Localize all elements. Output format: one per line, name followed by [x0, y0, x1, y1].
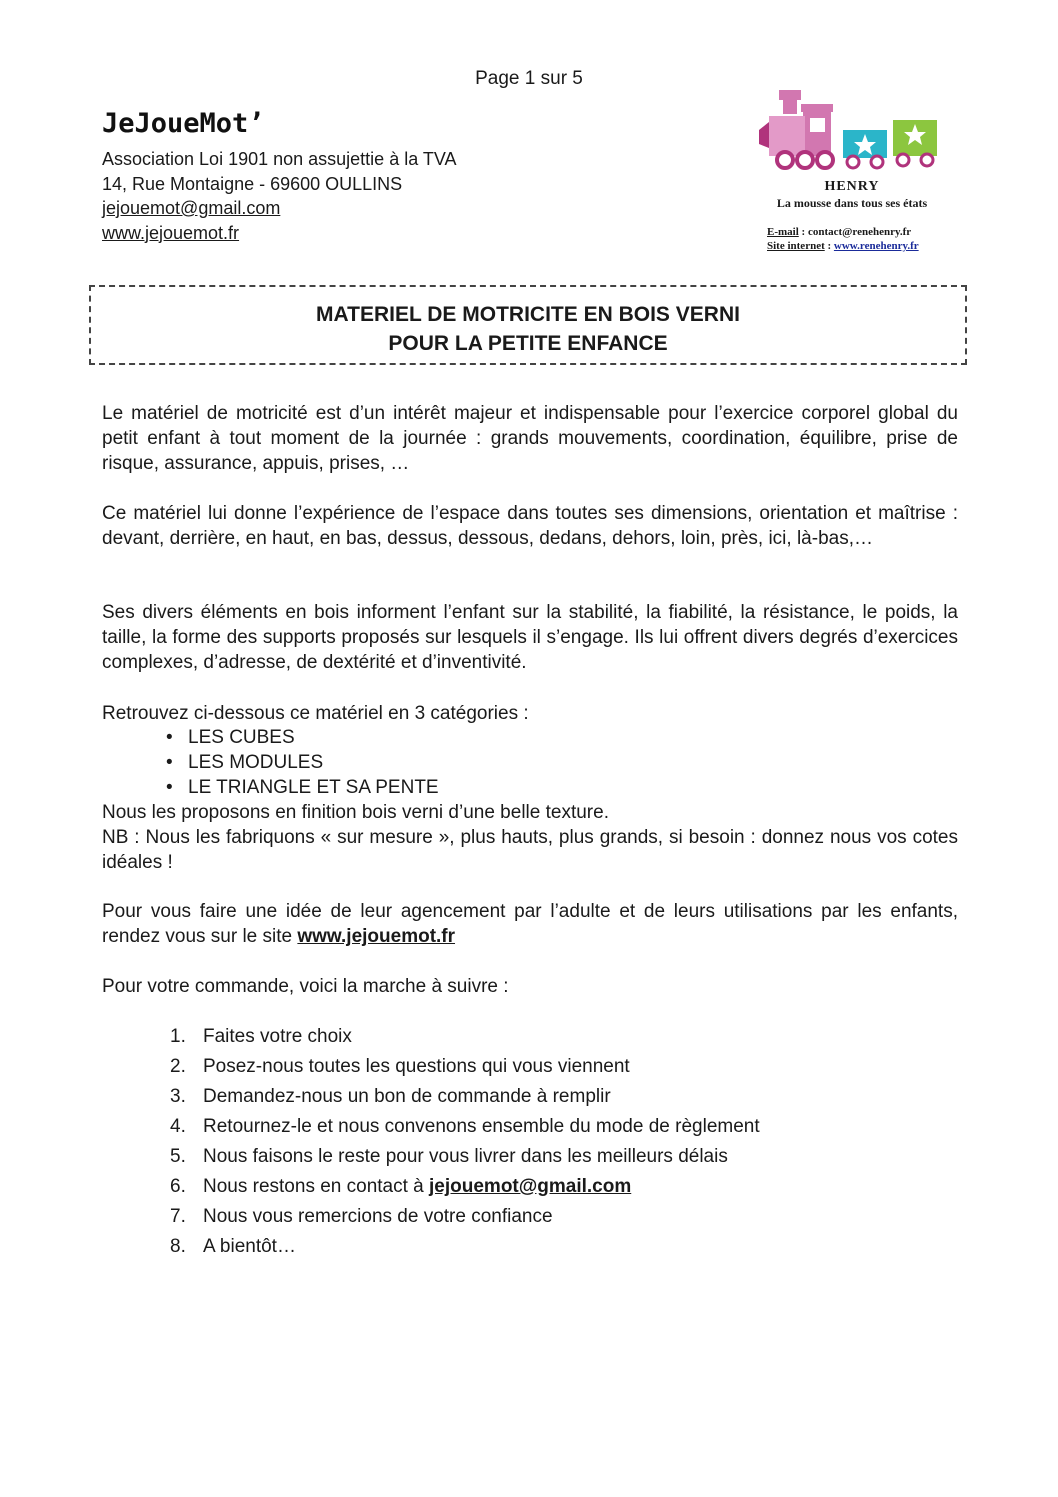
title-line-1: MATERIEL DE MOTRICITE EN BOIS VERNI: [316, 303, 740, 326]
step-text: Faites votre choix: [203, 1026, 352, 1047]
step-text: Nous vous remercions de votre confiance: [203, 1206, 553, 1227]
site-link[interactable]: www.jejouemot.fr: [297, 926, 456, 947]
list-item: [166, 775, 439, 800]
paragraph-3: Ses divers éléments en bois informent l’enfant sur la stabilité, la fiabilité, la résistance, le poids, la taille, la forme des supports proposés sur lesquels il s’engage. Ils lui offrent divers degrés d’exercices complexes, d’adresse, de dextérité et d’inventivité.: [102, 602, 958, 673]
title-box: [89, 285, 967, 365]
step-number: 6.: [170, 1176, 186, 1197]
step-number: 4.: [170, 1116, 186, 1137]
bullet-icon: •: [166, 727, 173, 748]
brand-logo-text: JeJoueMot’: [102, 108, 265, 139]
step-text: Demandez-nous un bon de commande à remplir: [203, 1086, 611, 1107]
train-chimney-top: [779, 90, 801, 100]
list-item: [170, 1232, 760, 1262]
list-item: [166, 750, 439, 775]
categories-intro: Retrouvez ci-dessous ce matériel en 3 catégories :: [102, 703, 529, 724]
list-item: [170, 1052, 760, 1082]
category-triangle: LE TRIANGLE ET SA PENTE: [188, 777, 439, 798]
logo-tagline: La mousse dans tous ses états: [776, 196, 928, 210]
step-number: 7.: [170, 1206, 186, 1227]
order-steps: [170, 1022, 760, 1262]
logo-email-value: : contact@renehenry.fr: [798, 226, 912, 238]
train-illustration: [757, 86, 947, 178]
train-wheel-3: [817, 152, 833, 168]
train-chimney: [783, 100, 797, 114]
teal-wagon-wheel-2: [871, 156, 883, 168]
step-number: 5.: [170, 1146, 186, 1167]
title-line-2: POUR LA PETITE ENFANCE: [388, 332, 668, 355]
order-intro: Pour votre commande, voici la marche à suivre :: [102, 976, 509, 997]
step-number: 8.: [170, 1236, 186, 1257]
paragraph-site: [102, 899, 958, 949]
logo-email-label: E-mail: [767, 226, 799, 238]
association-status: Association Loi 1901 non assujettie à la TVA: [102, 149, 457, 169]
list-item: [170, 1112, 760, 1142]
page-number: Page 1 sur 5: [475, 68, 583, 89]
step-text: Nous restons en contact à: [203, 1176, 430, 1197]
bullet-icon: •: [166, 752, 173, 773]
step-text: Nous faisons le reste pour vous livrer dans les meilleurs délais: [203, 1146, 728, 1167]
list-item: [170, 1082, 760, 1112]
train-window: [810, 118, 825, 132]
train-cabin-roof: [801, 104, 833, 112]
train-boiler: [769, 116, 805, 156]
step-text: Posez-nous toutes les questions qui vous viennent: [203, 1056, 630, 1077]
association-info: [102, 147, 457, 245]
list-item: [170, 1022, 760, 1052]
list-item: [170, 1142, 760, 1172]
contact-email-link[interactable]: jejouemot@gmail.com: [429, 1176, 632, 1197]
logo-contact: [767, 225, 919, 253]
train-wheel-2: [797, 152, 813, 168]
step-number: 3.: [170, 1086, 186, 1107]
logo-brand-name: HENRY: [824, 179, 880, 194]
category-modules: LES MODULES: [188, 752, 324, 773]
list-item: [170, 1172, 760, 1202]
green-wagon-wheel-2: [921, 154, 933, 166]
category-cubes: LES CUBES: [188, 727, 295, 748]
logo-site-sep: :: [824, 240, 834, 252]
logo-site-link[interactable]: www.renehenry.fr: [833, 240, 919, 252]
paragraph-1: Le matériel de motricité est d’un intérêt majeur et indispensable pour l’exercice corporel global du petit enfant à tout moment de la journée : grands mouvements, coordination, équilibre, prise de risque, assurance, appuis, prises, …: [102, 403, 958, 474]
bullet-icon: •: [166, 777, 173, 798]
step-number: 2.: [170, 1056, 186, 1077]
association-address: 14, Rue Montaigne - 69600 OULLINS: [102, 173, 403, 194]
henry-logo: [757, 86, 947, 256]
association-website-link[interactable]: www.jejouemot.fr: [102, 222, 240, 243]
step-text: Retournez-le et nous convenons ensemble du mode de règlement: [203, 1116, 760, 1137]
custom-note: NB : Nous les fabriquons « sur mesure », plus hauts, plus grands, si besoin : donnez nous vos cotes idéales !: [102, 827, 958, 873]
list-item: [166, 725, 439, 750]
step-number: 1.: [170, 1026, 186, 1047]
train-wheel-1: [777, 152, 793, 168]
logo-site-label: Site internet: [767, 240, 825, 252]
train-front: [759, 122, 769, 148]
step-text: A bientôt…: [203, 1236, 296, 1257]
finish-note: Nous les proposons en finition bois verni d’une belle texture.: [102, 802, 609, 823]
list-item: [170, 1202, 760, 1232]
association-email-link[interactable]: jejouemot@gmail.com: [102, 198, 281, 218]
category-list: [166, 725, 439, 800]
teal-wagon-wheel-1: [847, 156, 859, 168]
paragraph-2: Ce matériel lui donne l’expérience de l’espace dans toutes ses dimensions, orientation et maîtrise : devant, derrière, en haut, en bas, dessus, dessous, dedans, dehors, loin, près, ici, là-bas,…: [102, 503, 958, 549]
green-wagon-wheel-1: [897, 154, 909, 166]
paragraph-site-text: Pour vous faire une idée de leur agencement par l’adulte et de leurs utilisations par les enfants, rendez vous sur le site: [102, 901, 958, 947]
